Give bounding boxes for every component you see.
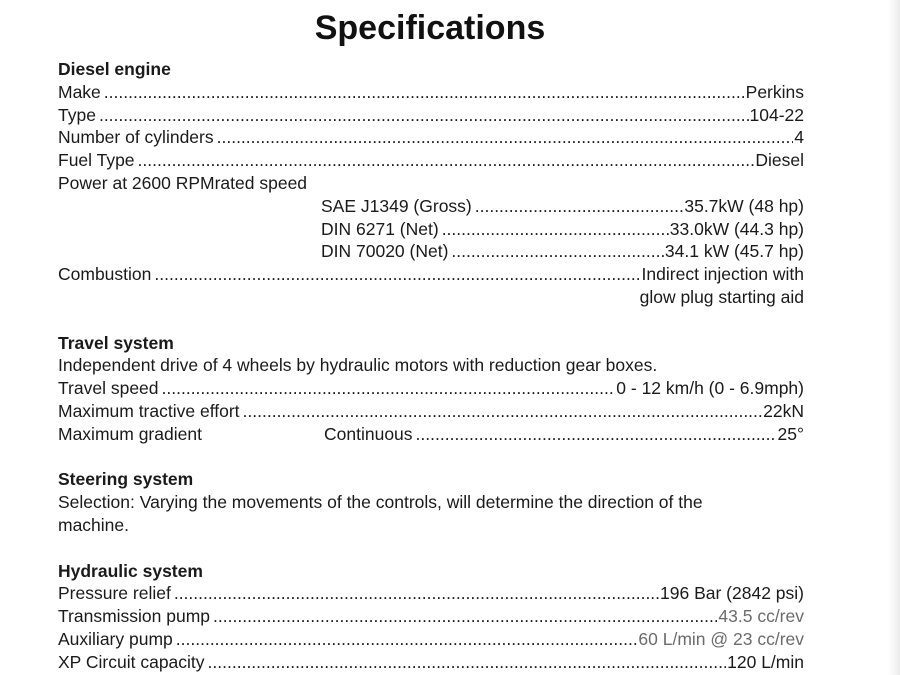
leader-dots xyxy=(99,104,749,127)
spec-label: DIN 70020 (Net) xyxy=(321,241,449,262)
leader-dots xyxy=(162,377,616,400)
spec-label: Auxiliary pump xyxy=(58,628,173,649)
leader-dots xyxy=(442,218,669,241)
spec-row-cylinders xyxy=(58,126,804,149)
spec-row-power-sae xyxy=(58,195,804,218)
spec-value: 25° xyxy=(777,423,804,444)
spec-value: 104-22 xyxy=(749,104,804,125)
spec-label: Make xyxy=(58,81,101,102)
section-heading-steering-system: Steering system xyxy=(58,469,194,490)
spec-label: Travel speed xyxy=(58,378,159,399)
leader-dots xyxy=(104,81,745,104)
leader-dots xyxy=(176,628,638,651)
spec-value: 60 L/min @ 23 cc/rev xyxy=(638,628,804,649)
leader-dots xyxy=(208,651,727,674)
spec-row-maximum-gradient xyxy=(58,423,804,446)
power-label: Power at 2600 RPMrated speed xyxy=(58,172,308,193)
spec-value: Diesel xyxy=(755,150,804,171)
spec-label: Maximum tractive effort xyxy=(58,400,240,421)
spec-row-pressure-relief xyxy=(58,582,804,605)
leader-dots xyxy=(451,240,663,263)
spec-value: 43.5 cc/rev xyxy=(718,606,804,627)
spec-value: 196 Bar (2842 psi) xyxy=(660,583,804,604)
spec-label: XP Circuit capacity xyxy=(58,651,205,672)
spec-label: Maximum gradient xyxy=(58,423,202,444)
spec-row-auxiliary-pump xyxy=(58,628,804,651)
spec-row-type xyxy=(58,104,804,127)
spec-label: Type xyxy=(58,104,96,125)
spec-value: 120 L/min xyxy=(727,651,804,672)
spec-label: DIN 6271 (Net) xyxy=(321,218,439,239)
page-title: Specifications xyxy=(314,9,546,47)
spec-value: Perkins xyxy=(745,81,804,102)
spec-sublabel: Continuous xyxy=(324,423,413,444)
spec-row-xp-circuit-capacity xyxy=(58,651,804,674)
travel-description: Independent drive of 4 wheels by hydraulic motors with reduction gear boxes. xyxy=(58,355,658,376)
spec-label: Pressure relief xyxy=(58,583,171,604)
spec-value: 35.7kW (48 hp) xyxy=(684,195,804,216)
spec-row-make xyxy=(58,81,804,104)
leader-dots xyxy=(475,195,684,218)
spec-row-power-din6271 xyxy=(58,218,804,241)
section-spacer xyxy=(58,537,804,560)
spec-row-travel-speed xyxy=(58,377,804,400)
spec-value: 4 xyxy=(794,127,804,148)
page-edge-shadow xyxy=(888,0,900,675)
leader-dots xyxy=(243,400,763,423)
leader-dots xyxy=(154,263,640,286)
spec-value-continuation: glow plug starting aid xyxy=(639,286,804,307)
section-spacer xyxy=(58,446,804,469)
leader-dots xyxy=(217,126,794,149)
spec-sheet xyxy=(58,58,804,674)
spec-label: Combustion xyxy=(58,264,152,285)
leader-dots xyxy=(174,582,659,605)
spec-row-power-din70020 xyxy=(58,240,804,263)
spec-row-tractive-effort xyxy=(58,400,804,423)
spec-row-combustion xyxy=(58,263,804,286)
leader-dots xyxy=(416,423,777,446)
spec-row-fuel-type xyxy=(58,149,804,172)
section-spacer xyxy=(58,309,804,332)
steering-description: Selection: Varying the movements of the controls, will determine the direction of the machine. xyxy=(58,492,703,535)
spec-value: Indirect injection with xyxy=(641,264,804,285)
spec-value: 22kN xyxy=(763,400,804,421)
spec-value: 0 - 12 km/h (0 - 6.9mph) xyxy=(616,378,804,399)
spec-label: Number of cylinders xyxy=(58,127,214,148)
spec-label: Fuel Type xyxy=(58,150,135,171)
leader-dots xyxy=(213,605,717,628)
spec-value: 33.0kW (44.3 hp) xyxy=(669,218,804,239)
leader-dots xyxy=(138,149,755,172)
section-heading-diesel-engine: Diesel engine xyxy=(58,59,171,79)
spec-label: Transmission pump xyxy=(58,606,211,627)
section-heading-travel-system: Travel system xyxy=(58,332,174,353)
spec-value: 34.1 kW (45.7 hp) xyxy=(664,241,804,262)
spec-row-transmission-pump xyxy=(58,605,804,628)
section-heading-hydraulic-system: Hydraulic system xyxy=(58,560,203,581)
spec-label: SAE J1349 (Gross) xyxy=(321,195,472,216)
